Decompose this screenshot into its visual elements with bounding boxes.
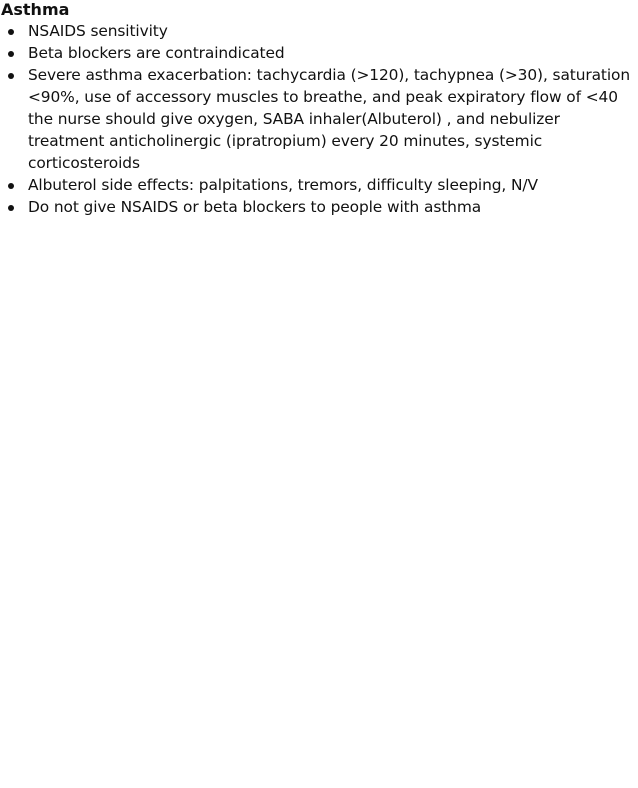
bullet-icon	[8, 29, 14, 35]
list-item	[0, 42, 630, 64]
bullet-list	[0, 20, 630, 218]
page-title: Asthma	[1, 0, 70, 19]
bullet-icon	[8, 51, 14, 57]
list-item	[0, 174, 630, 196]
list-item-text: Albuterol side effects: palpitations, tremors, difficulty sleeping, N/V	[28, 176, 538, 194]
bullet-icon	[8, 183, 14, 189]
list-item	[0, 64, 630, 174]
list-item	[0, 20, 630, 42]
list-item	[0, 196, 630, 218]
list-item-text: Severe asthma exacerbation: tachycardia (>120), tachypnea (>30), saturation <90%, use of accessory muscles to breathe, and peak expiratory flow of <40 the nurse should give oxygen, SABA inhaler(Albuterol) , and nebulizer treatment anticholinergic (ipratropium) every 20 minutes, systemic corticosteroids	[28, 66, 631, 172]
list-item-text: Do not give NSAIDS or beta blockers to people with asthma	[28, 198, 482, 216]
bullet-icon	[8, 73, 14, 79]
list-item-text: Beta blockers are contraindicated	[28, 44, 285, 62]
bullet-icon	[8, 205, 14, 211]
list-item-text: NSAIDS sensitivity	[28, 22, 168, 40]
